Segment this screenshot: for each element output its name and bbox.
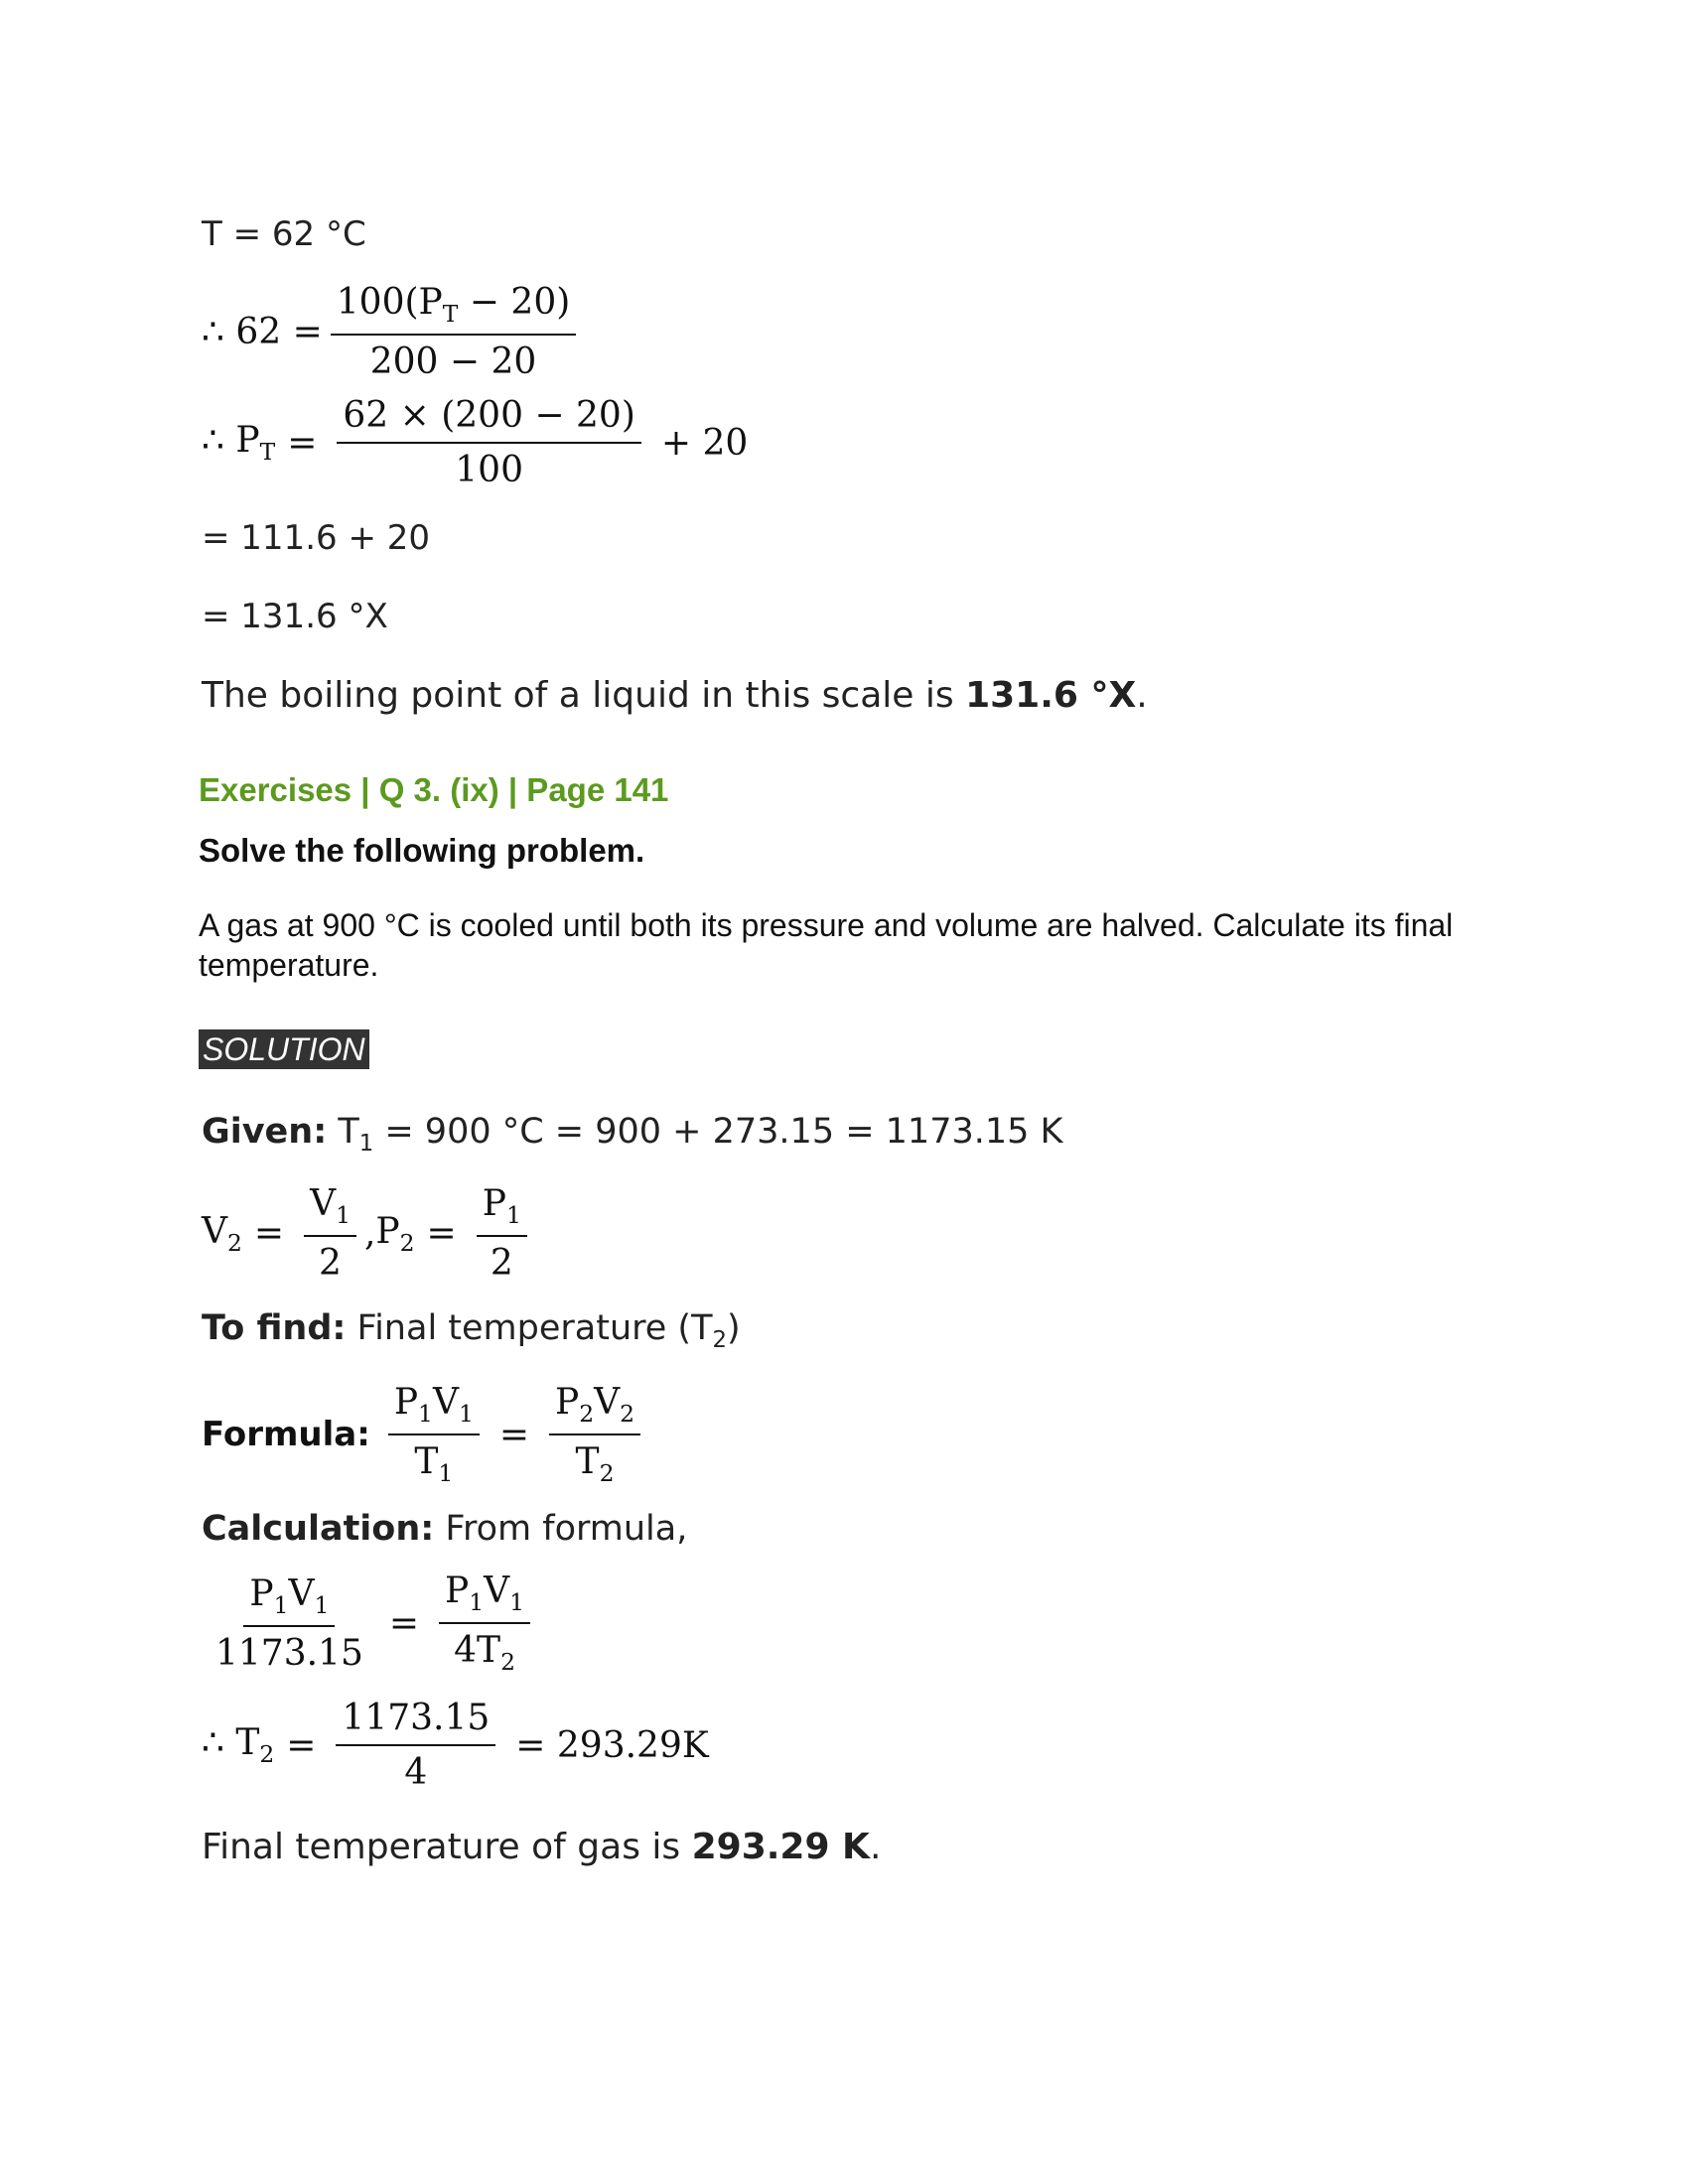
given-comma: , [363, 1213, 376, 1255]
given-p2 [375, 1211, 414, 1257]
formula-l-t-sub: 1 [438, 1459, 454, 1488]
to-find-end: ) [726, 1308, 741, 1348]
given-rest: = 900 °C = 900 + 273.15 = 1173.15 K [373, 1112, 1063, 1152]
to-find-text: Final temperature (T [346, 1308, 713, 1348]
calc-l-v: V [288, 1572, 315, 1614]
conclusion-1-value: 131.6 °X [965, 675, 1137, 716]
given-v2-text: V [202, 1210, 227, 1252]
result-prefix-text: ∴ T [202, 1721, 260, 1763]
calculation-text: From formula, [434, 1509, 688, 1549]
calc-left-den: 1173.15 [215, 1632, 363, 1674]
formula-equals: = [498, 1414, 529, 1455]
calc-equals: = [388, 1602, 420, 1644]
given-eq-2: = [426, 1213, 457, 1255]
result-equation [202, 1698, 721, 1793]
problem-prompt: Solve the following problem. [199, 832, 645, 869]
eq1-num-tail: − 20) [458, 282, 571, 323]
given-v2-sub: 2 [227, 1228, 242, 1257]
to-find-line [202, 1308, 741, 1353]
calc-r-p: P [445, 1570, 470, 1611]
temperature-line: T = 62 °C [202, 214, 366, 254]
conclusion-1-end: . [1136, 675, 1148, 716]
formula-r-t-sub: 2 [599, 1459, 615, 1488]
formula-right-den [570, 1435, 621, 1487]
step-1: = 111.6 + 20 [202, 518, 430, 558]
final-text: Final temperature of gas is [202, 1827, 692, 1867]
to-find-sub: 2 [712, 1327, 727, 1353]
calc-r-t: 4T [454, 1630, 501, 1672]
given-line [202, 1112, 1062, 1157]
result-fraction [336, 1698, 495, 1793]
given-v2 [202, 1211, 242, 1257]
given-t-sub: 1 [358, 1131, 374, 1157]
result-suffix: = 293.29K [515, 1724, 709, 1766]
given-eq-1: = [253, 1213, 285, 1255]
final-conclusion [202, 1827, 881, 1867]
eq2-prefix-sub: T [259, 438, 276, 467]
formula-r-p-sub: 2 [579, 1400, 595, 1429]
given-fraction-p [477, 1183, 527, 1284]
eq2-prefix-text: ∴ P [202, 419, 260, 461]
formula-left-num [388, 1382, 480, 1435]
given-frac-v-den: 2 [319, 1243, 342, 1285]
calc-left-num [243, 1573, 335, 1627]
given-equation [202, 1183, 535, 1284]
calc-right-den [448, 1624, 521, 1676]
calc-l-p: P [249, 1572, 274, 1614]
eq2-denominator: 100 [455, 450, 523, 490]
calculation-equation [202, 1570, 538, 1676]
solution-badge[interactable]: SOLUTION [199, 1029, 369, 1069]
final-value: 293.29 K [691, 1827, 870, 1867]
given-frac-p-den: 2 [490, 1243, 513, 1285]
given-frac-p-num [477, 1183, 527, 1237]
conclusion-1-text: The boiling point of a liquid in this scale is [202, 675, 966, 716]
formula-l-t: T [414, 1441, 439, 1483]
eq2-prefix [202, 420, 275, 466]
given-label: Given: [202, 1112, 328, 1152]
given-frac-p-num-text: P [482, 1183, 506, 1224]
formula-line [202, 1382, 648, 1487]
result-numerator: 1173.15 [336, 1698, 495, 1746]
given-frac-v-num-text: V [310, 1183, 337, 1224]
eq1-num-sub: T [442, 300, 459, 329]
step-2: = 131.6 °X [202, 597, 388, 636]
formula-l-v: V [432, 1382, 459, 1423]
exercise-heading[interactable]: Exercises | Q 3. (ix) | Page 141 [199, 771, 669, 808]
eq2-suffix: + 20 [660, 422, 749, 464]
calc-r-p-sub: 1 [469, 1588, 485, 1617]
eq1-prefix: ∴ 62 = [202, 312, 323, 353]
result-denominator: 4 [404, 1752, 428, 1793]
eq2-fraction [337, 395, 641, 490]
given-t: T [338, 1112, 359, 1152]
formula-right-fraction [549, 1382, 640, 1487]
eq1-denominator: 200 − 20 [369, 341, 537, 383]
eq1-fraction [331, 282, 577, 382]
calc-left-fraction [210, 1573, 369, 1674]
final-end: . [869, 1827, 882, 1867]
given-p2-text: P [375, 1210, 400, 1252]
formula-right-num [549, 1382, 640, 1435]
result-prefix-sub: 2 [259, 1740, 275, 1769]
calculation-label: Calculation: [202, 1509, 435, 1549]
formula-l-v-sub: 1 [458, 1400, 474, 1429]
conclusion-1 [202, 675, 1148, 716]
eq1-num-text: 100(P [336, 282, 443, 323]
formula-r-t: T [575, 1441, 600, 1483]
formula-left-den [408, 1435, 459, 1487]
equation-62 [202, 282, 584, 382]
given-frac-v-num [304, 1183, 356, 1237]
formula-r-v-sub: 2 [620, 1400, 635, 1429]
eq2-equals: = [287, 422, 318, 464]
result-prefix [202, 1722, 274, 1768]
formula-r-v: V [594, 1382, 621, 1423]
to-find-label: To find: [202, 1308, 347, 1348]
problem-question: A gas at 900 °C is cooled until both its pressure and volume are halved. Calculate its final temperature. [199, 907, 1454, 983]
calc-r-v: V [484, 1570, 510, 1611]
formula-l-p: P [393, 1382, 419, 1423]
calc-l-p-sub: 1 [273, 1590, 289, 1619]
calc-r-v-sub: 1 [509, 1588, 525, 1617]
eq1-numerator [331, 282, 577, 336]
eq2-numerator: 62 × (200 − 20) [337, 395, 641, 444]
given-frac-p-num-sub: 1 [505, 1201, 521, 1230]
given-frac-v-num-sub: 1 [336, 1201, 351, 1230]
result-equals: = [286, 1724, 317, 1766]
given-fraction-v [304, 1183, 356, 1284]
calculation-line [202, 1509, 687, 1549]
calc-right-fraction [439, 1570, 530, 1676]
calc-r-t-sub: 2 [500, 1648, 515, 1677]
given-p2-sub: 2 [399, 1228, 415, 1257]
calc-right-num [439, 1570, 530, 1624]
formula-label: Formula: [202, 1415, 370, 1455]
formula-left-fraction [388, 1382, 480, 1487]
equation-pt [202, 395, 760, 490]
formula-l-p-sub: 1 [418, 1400, 433, 1429]
calc-l-v-sub: 1 [314, 1590, 330, 1619]
formula-r-p: P [555, 1382, 580, 1423]
